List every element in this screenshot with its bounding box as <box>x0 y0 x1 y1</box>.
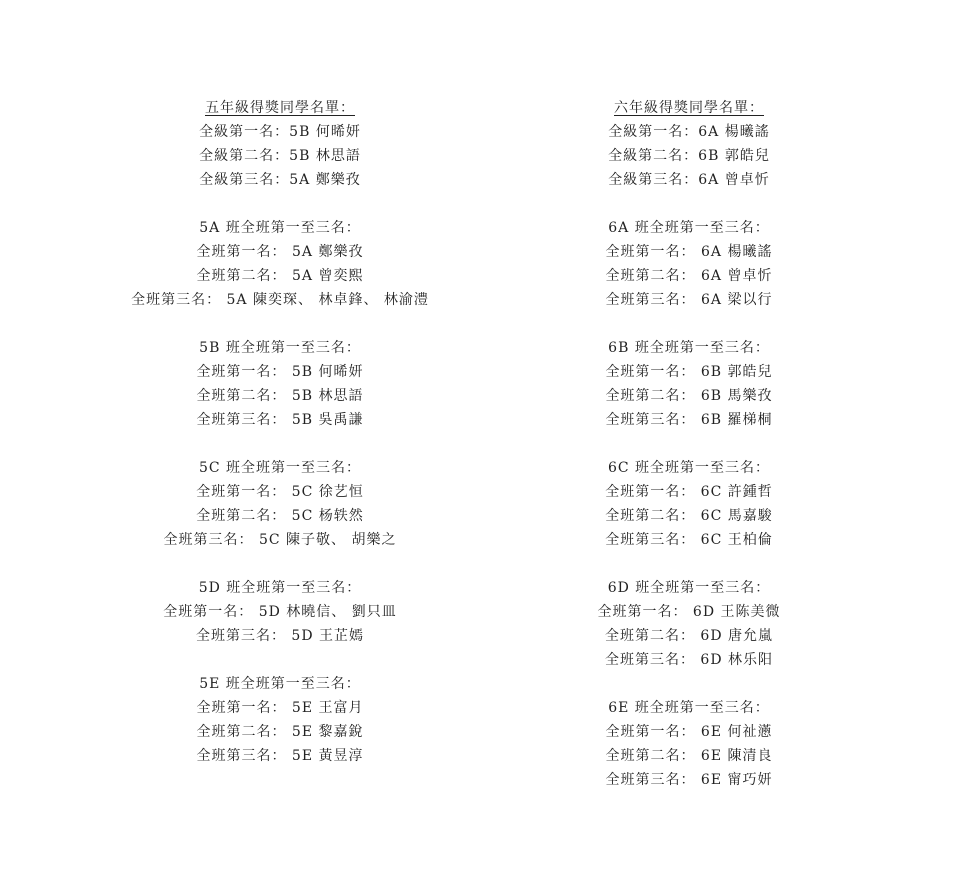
class-6e-section <box>449 696 929 792</box>
class-6a-second: 全班第二名： 6A 曾卓忻 <box>605 268 773 284</box>
spacer <box>40 312 520 336</box>
grade5-title: 五年級得獎同學名單： <box>205 100 355 116</box>
spacer <box>40 432 520 456</box>
class-6c-second: 全班第二名： 6C 馬嘉駿 <box>605 508 773 524</box>
class-6b-second: 全班第二名： 6B 馬樂孜 <box>605 388 773 404</box>
grade6-overall-third: 全級第三名：6A 曾卓忻 <box>608 172 770 188</box>
class-6d-section <box>449 576 929 672</box>
class-5e-third: 全班第三名： 5E 黃昱淳 <box>196 748 364 764</box>
class-5c-first: 全班第一名： 5C 徐艺恒 <box>196 484 364 500</box>
class-6a-third: 全班第三名： 6A 梁以行 <box>605 292 773 308</box>
class-5a-third: 全班第三名： 5A 陳奕琛、 林卓鋒、 林渝澧 <box>131 292 429 308</box>
grade6-title: 六年級得獎同學名單： <box>614 100 764 116</box>
class-5c-third: 全班第三名： 5C 陳子敬、 胡樂之 <box>163 532 397 548</box>
class-5c-second: 全班第二名： 5C 杨轶然 <box>196 508 364 524</box>
spacer <box>449 672 929 696</box>
grade5-overall-first: 全級第一名：5B 何晞妍 <box>199 124 361 140</box>
spacer <box>449 192 929 216</box>
class-5e-section <box>40 672 520 768</box>
class-5c-section <box>40 456 520 552</box>
class-5a-heading: 5A 班全班第一至三名： <box>199 220 361 236</box>
class-5a-section <box>40 216 520 312</box>
class-6c-first: 全班第一名： 6C 許鍾哲 <box>605 484 773 500</box>
class-5d-heading: 5D 班全班第一至三名： <box>198 580 362 596</box>
grade5-overall-second: 全級第二名：5B 林思語 <box>199 148 361 164</box>
class-5c-heading: 5C 班全班第一至三名： <box>198 460 362 476</box>
spacer <box>40 552 520 576</box>
class-6d-third: 全班第三名： 6D 林乐阳 <box>604 652 774 668</box>
spacer <box>449 552 929 576</box>
class-5d-section <box>40 576 520 648</box>
class-6b-heading: 6B 班全班第一至三名： <box>608 340 770 356</box>
grade5-award-list <box>40 96 520 768</box>
class-5b-third: 全班第三名： 5B 吳禹謙 <box>196 412 364 428</box>
class-6d-heading: 6D 班全班第一至三名： <box>607 580 771 596</box>
class-6b-third: 全班第三名： 6B 羅梯桐 <box>605 412 773 428</box>
spacer <box>40 192 520 216</box>
class-5a-second: 全班第二名： 5A 曾奕熙 <box>196 268 364 284</box>
class-6e-third: 全班第三名： 6E 甯巧妍 <box>605 772 773 788</box>
grade6-award-list <box>449 96 929 792</box>
class-5a-first: 全班第一名： 5A 鄭樂孜 <box>196 244 364 260</box>
grade6-overall-second: 全級第二名：6B 郭皓兒 <box>608 148 770 164</box>
class-5b-second: 全班第二名： 5B 林思語 <box>196 388 364 404</box>
class-5d-first: 全班第一名： 5D 林曉信、 劉只皿 <box>163 604 397 620</box>
spacer <box>40 648 520 672</box>
class-6d-second: 全班第二名： 6D 唐允嵐 <box>604 628 774 644</box>
grade5-overall-third: 全級第三名：5A 鄭樂孜 <box>199 172 361 188</box>
class-5b-first: 全班第一名： 5B 何晞妍 <box>196 364 364 380</box>
class-6a-first: 全班第一名： 6A 楊曦謠 <box>605 244 773 260</box>
grade6-overall-first: 全級第一名：6A 楊曦謠 <box>608 124 770 140</box>
class-6d-first: 全班第一名： 6D 王陈美微 <box>597 604 781 620</box>
class-5e-second: 全班第二名： 5E 黎嘉銳 <box>196 724 364 740</box>
class-6b-section <box>449 336 929 432</box>
class-5e-first: 全班第一名： 5E 王富月 <box>196 700 364 716</box>
class-5e-heading: 5E 班全班第一至三名： <box>199 676 361 692</box>
spacer <box>449 432 929 456</box>
class-6a-heading: 6A 班全班第一至三名： <box>608 220 770 236</box>
class-6c-heading: 6C 班全班第一至三名： <box>607 460 771 476</box>
class-6e-heading: 6E 班全班第一至三名： <box>608 700 770 716</box>
class-6c-third: 全班第三名： 6C 王柏倫 <box>605 532 773 548</box>
class-5d-third: 全班第三名： 5D 王芷嫣 <box>195 628 365 644</box>
class-5b-heading: 5B 班全班第一至三名： <box>199 340 361 356</box>
class-6b-first: 全班第一名： 6B 郭皓兒 <box>605 364 773 380</box>
class-5b-section <box>40 336 520 432</box>
spacer <box>449 312 929 336</box>
class-6e-first: 全班第一名： 6E 何祉懣 <box>605 724 773 740</box>
class-6e-second: 全班第二名： 6E 陳清良 <box>605 748 773 764</box>
class-6c-section <box>449 456 929 552</box>
class-6a-section <box>449 216 929 312</box>
